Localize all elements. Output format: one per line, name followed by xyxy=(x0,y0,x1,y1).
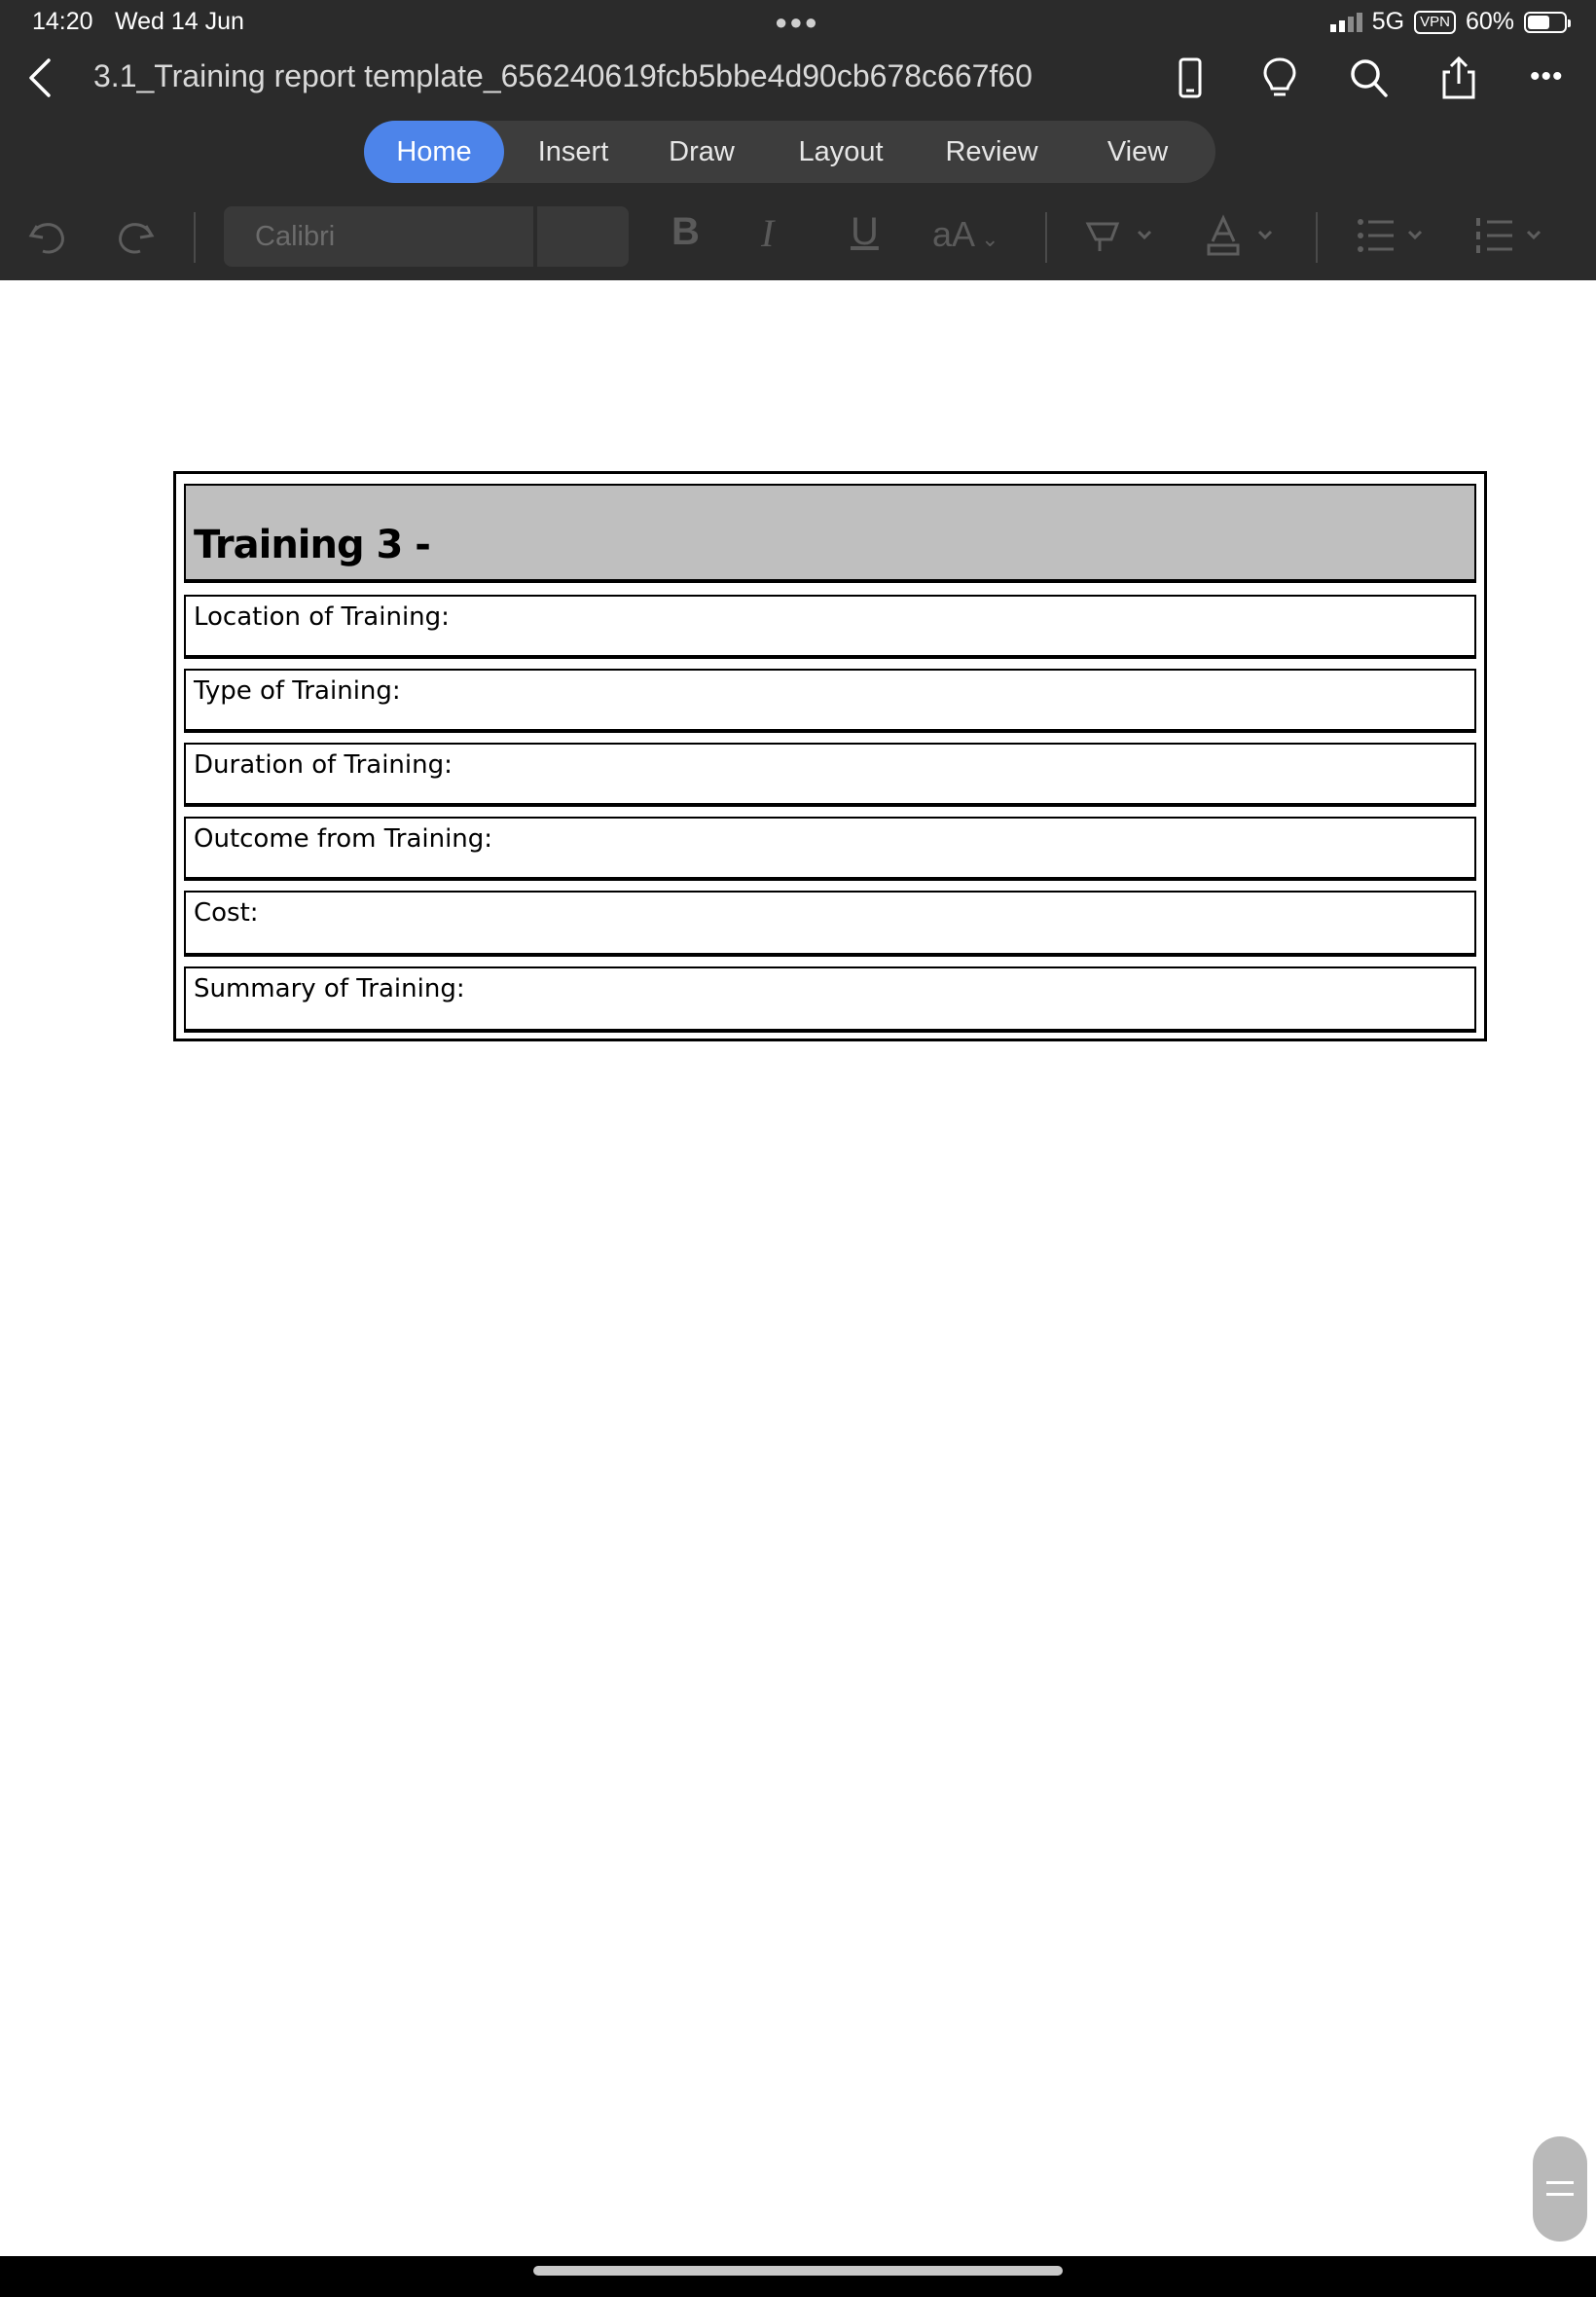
tab-insert[interactable]: Insert xyxy=(537,136,609,167)
table-row[interactable] xyxy=(184,595,1476,659)
highlighter-icon[interactable] xyxy=(1082,212,1160,261)
bold-button[interactable]: B xyxy=(671,210,700,253)
share-icon[interactable] xyxy=(1434,55,1483,101)
battery-icon xyxy=(1524,12,1567,33)
font-color-icon[interactable] xyxy=(1203,212,1281,261)
field-label: Location of Training: xyxy=(194,602,450,632)
back-icon[interactable] xyxy=(23,56,58,99)
tab-draw[interactable]: Draw xyxy=(669,136,735,167)
training-table xyxy=(173,471,1487,1041)
field-label: Duration of Training: xyxy=(194,750,453,780)
status-time: 14:20 xyxy=(32,8,93,35)
table-row[interactable] xyxy=(184,891,1476,957)
font-size-field[interactable] xyxy=(537,206,629,267)
chevron-down-icon: ⌄ xyxy=(975,227,999,251)
font-size-label: aA xyxy=(932,214,976,254)
battery-percent: 60% xyxy=(1465,8,1514,35)
vpn-badge: VPN xyxy=(1414,11,1456,34)
table-row[interactable] xyxy=(184,817,1476,881)
network-label: 5G xyxy=(1371,8,1405,35)
lightbulb-icon[interactable] xyxy=(1255,55,1304,101)
more-icon[interactable]: ••• xyxy=(1530,60,1564,92)
app-toolbar xyxy=(0,0,1596,280)
field-label: Type of Training: xyxy=(194,676,401,706)
ribbon-divider xyxy=(194,212,196,263)
signal-icon xyxy=(1330,13,1362,32)
tab-home[interactable]: Home xyxy=(364,121,504,183)
ribbon-divider xyxy=(1316,212,1318,263)
table-row[interactable] xyxy=(184,669,1476,733)
undo-icon[interactable] xyxy=(23,212,72,261)
table-heading: Training 3 - xyxy=(194,523,430,567)
field-label: Outcome from Training: xyxy=(194,824,493,854)
tab-layout[interactable]: Layout xyxy=(798,136,884,167)
redo-icon[interactable] xyxy=(111,212,160,261)
font-size-button[interactable] xyxy=(932,214,999,255)
bottom-bar xyxy=(0,2256,1596,2297)
document-title[interactable]: 3.1_Training report template_656240619fcb5bbe4d90cb678c667f60 xyxy=(93,58,1033,93)
field-label: Cost: xyxy=(194,898,259,928)
table-row[interactable] xyxy=(184,743,1476,807)
table-heading-cell[interactable] xyxy=(184,484,1476,583)
tab-view[interactable]: View xyxy=(1106,136,1169,167)
ribbon-tabs xyxy=(364,121,1215,183)
underline-button[interactable]: U xyxy=(851,210,879,253)
ribbon-divider xyxy=(1045,212,1047,263)
italic-button[interactable]: I xyxy=(761,211,775,255)
table-row[interactable] xyxy=(184,966,1476,1033)
font-name-field[interactable]: Calibri xyxy=(224,206,533,267)
scroll-handle[interactable] xyxy=(1533,2136,1587,2242)
mobile-view-icon[interactable] xyxy=(1166,55,1215,101)
status-date: Wed 14 Jun xyxy=(115,8,244,35)
status-indicators xyxy=(1330,8,1567,36)
multitasking-dots-icon[interactable]: ●●● xyxy=(775,10,819,34)
field-label: Summary of Training: xyxy=(194,974,465,1003)
bullet-list-icon[interactable] xyxy=(1355,212,1433,261)
search-icon[interactable] xyxy=(1345,55,1394,101)
numbered-list-icon[interactable] xyxy=(1473,212,1551,261)
home-indicator[interactable] xyxy=(533,2266,1063,2276)
tab-review[interactable]: Review xyxy=(945,136,1038,167)
